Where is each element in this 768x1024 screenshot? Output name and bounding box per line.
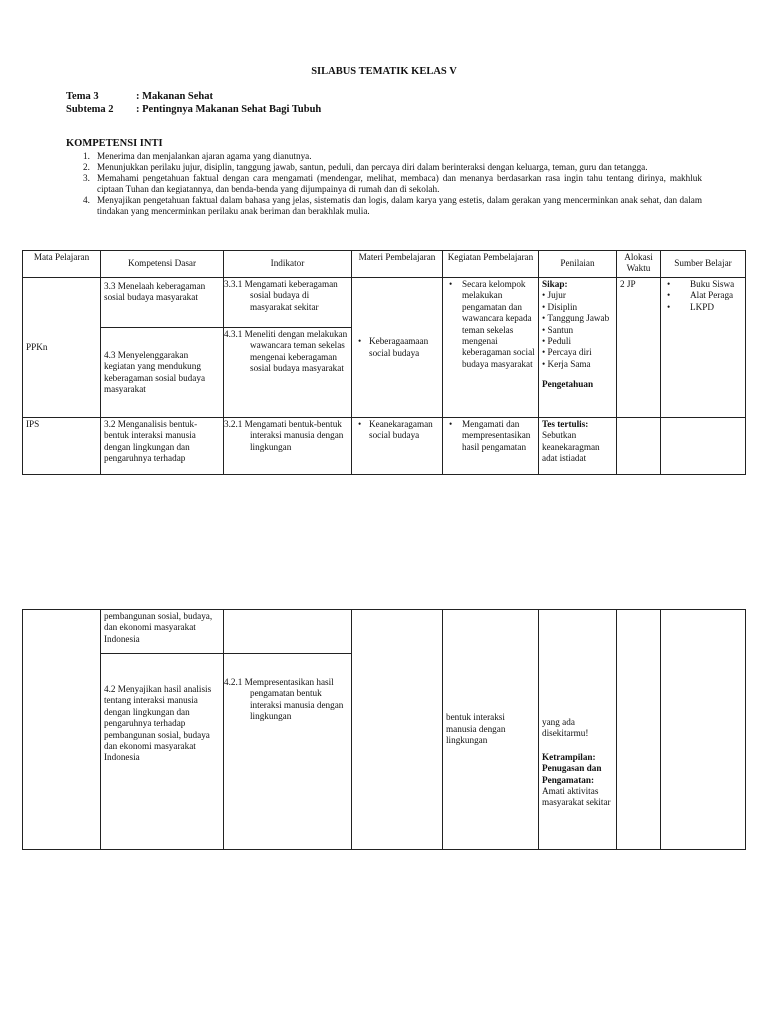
ki-item: 1. Menerima dan menjalankan ajaran agama yang dianutnya. bbox=[83, 151, 312, 161]
header-kegiatan: Kegiatan Pembelajaran bbox=[443, 251, 539, 278]
indikator-cell: 4.3.1 Meneliti dengan melakukan wawancara teman sekelas mengenai keberagaman sosial budaya masyarakat bbox=[224, 328, 352, 418]
kegiatan-cell: bentuk interaksi manusia dengan lingkungan bbox=[443, 610, 539, 850]
document-title: SILABUS TEMATIK KELAS V bbox=[311, 66, 457, 77]
ki-item: 4. Menyajikan pengetahuan faktual dalam bahasa yang jelas, sistematis dan logis, dalam karya yang estetis, dalam gerakan yang mencerminkan anak sehat, dan dalam tindakan yang mencerminkan perilaku anak beriman dan berakhlak mulia. bbox=[83, 195, 702, 216]
header-indikator: Indikator bbox=[224, 251, 352, 278]
sumber-cell bbox=[661, 610, 746, 850]
subject-ips: IPS bbox=[23, 418, 101, 475]
tema-label: Tema 3 bbox=[66, 91, 99, 102]
ki-item: 3. Memahami pengetahuan faktual dengan cara mengamati (mendengar, melihat, membaca) dan menanya berdasarkan rasa ingin tahu tentang dirinya, makhluk ciptaan Tuhan dan kegiatannya, dan benda-benda yang dijumpainya di rumah dan di sekolah. bbox=[83, 173, 702, 194]
alokasi-cell bbox=[617, 418, 661, 475]
kd-cell: 4.3 Menyelenggarakan kegiatan yang mendukung keberagaman sosial budaya masyarakat bbox=[101, 328, 224, 418]
kd-cell: pembangunan sosial, budaya, dan ekonomi masyarakat Indonesia bbox=[101, 610, 224, 654]
kegiatan-cell: • Mengamati dan mempresentasikan hasil pengamatan bbox=[443, 418, 539, 475]
subject-ppkn: PPKn bbox=[23, 278, 101, 418]
silabus-table-continued bbox=[22, 609, 746, 850]
penilaian-cell: Tes tertulis: Sebutkan keanekaragman adat istiadat bbox=[539, 418, 617, 475]
table-row bbox=[23, 610, 746, 654]
kd-cell: 4.2 Menyajikan hasil analisis tentang interaksi manusia dengan lingkungan dan pengaruhnya terhadap pembangunan sosial, budaya dan ekonomi masyarakat Indonesia bbox=[101, 654, 224, 850]
penilaian-cell: yang ada disekitarmu! Ketrampilan: Penugasan dan Pengamatan: Amati aktivitas masyarakat sekitar bbox=[539, 610, 617, 850]
alokasi-cell bbox=[617, 610, 661, 850]
kegiatan-cell: • Secara kelompok melakukan pengamatan dan wawancara kepada teman sekelas mengenai keberagaman social budaya masyarakat bbox=[443, 278, 539, 418]
silabus-table bbox=[22, 250, 746, 475]
sumber-cell: • Buku Siswa • Alat Peraga • LKPD bbox=[661, 278, 746, 418]
header-alokasi: Alokasi Waktu bbox=[617, 251, 661, 278]
subtema-label: Subtema 2 bbox=[66, 104, 114, 115]
kd-cell: 3.2 Menganalisis bentuk-bentuk interaksi manusia dengan lingkungan dan pengaruhnya terhadap bbox=[101, 418, 224, 475]
header-materi: Materi Pembelajaran bbox=[352, 251, 443, 278]
subtema-value: : Pentingnya Makanan Sehat Bagi Tubuh bbox=[136, 104, 322, 115]
ki-item: 2. Menunjukkan perilaku jujur, disiplin, tanggung jawab, santun, peduli, dan percaya diri dalam berinteraksi dengan keluarga, teman, guru dan tetangga. bbox=[83, 162, 648, 172]
subtema-line bbox=[66, 104, 321, 115]
indikator-cell: 4.2.1 Mempresentasikan hasil pengamatan bentuk interaksi manusia dengan lingkungan bbox=[224, 654, 352, 850]
tema-value: : Makanan Sehat bbox=[136, 91, 214, 102]
sumber-cell bbox=[661, 418, 746, 475]
header-mata-pelajaran: Mata Pelajaran bbox=[23, 251, 101, 278]
tema-line bbox=[66, 91, 213, 102]
header-kompetensi-dasar: Kompetensi Dasar bbox=[101, 251, 224, 278]
alokasi-cell: 2 JP bbox=[617, 278, 661, 418]
indikator-cell: 3.2.1 Mengamati bentuk-bentuk interaksi manusia dengan lingkungan bbox=[224, 418, 352, 475]
kd-cell: 3.3 Menelaah keberagaman sosial budaya masyarakat bbox=[101, 278, 224, 328]
table-row bbox=[23, 278, 746, 328]
penilaian-cell: Sikap: • Jujur • Disiplin • Tanggung Jawab • Santun • Peduli • Percaya diri • Kerja Sama Pengetahuan bbox=[539, 278, 617, 418]
materi-cell bbox=[352, 610, 443, 850]
materi-cell: • Keberagaamaan social budaya bbox=[352, 278, 443, 418]
indikator-cell: 3.3.1 Mengamati keberagaman sosial budaya di masyarakat sekitar bbox=[224, 278, 352, 328]
materi-cell: • Keanekaragaman social budaya bbox=[352, 418, 443, 475]
subject-cell bbox=[23, 610, 101, 850]
table-row bbox=[23, 418, 746, 475]
kompetensi-inti-list bbox=[66, 151, 702, 217]
header-sumber: Sumber Belajar bbox=[661, 251, 746, 278]
header-penilaian: Penilaian bbox=[539, 251, 617, 278]
table-header-row bbox=[23, 251, 746, 278]
kompetensi-inti-heading: KOMPETENSI INTI bbox=[66, 138, 163, 149]
indikator-cell bbox=[224, 610, 352, 654]
